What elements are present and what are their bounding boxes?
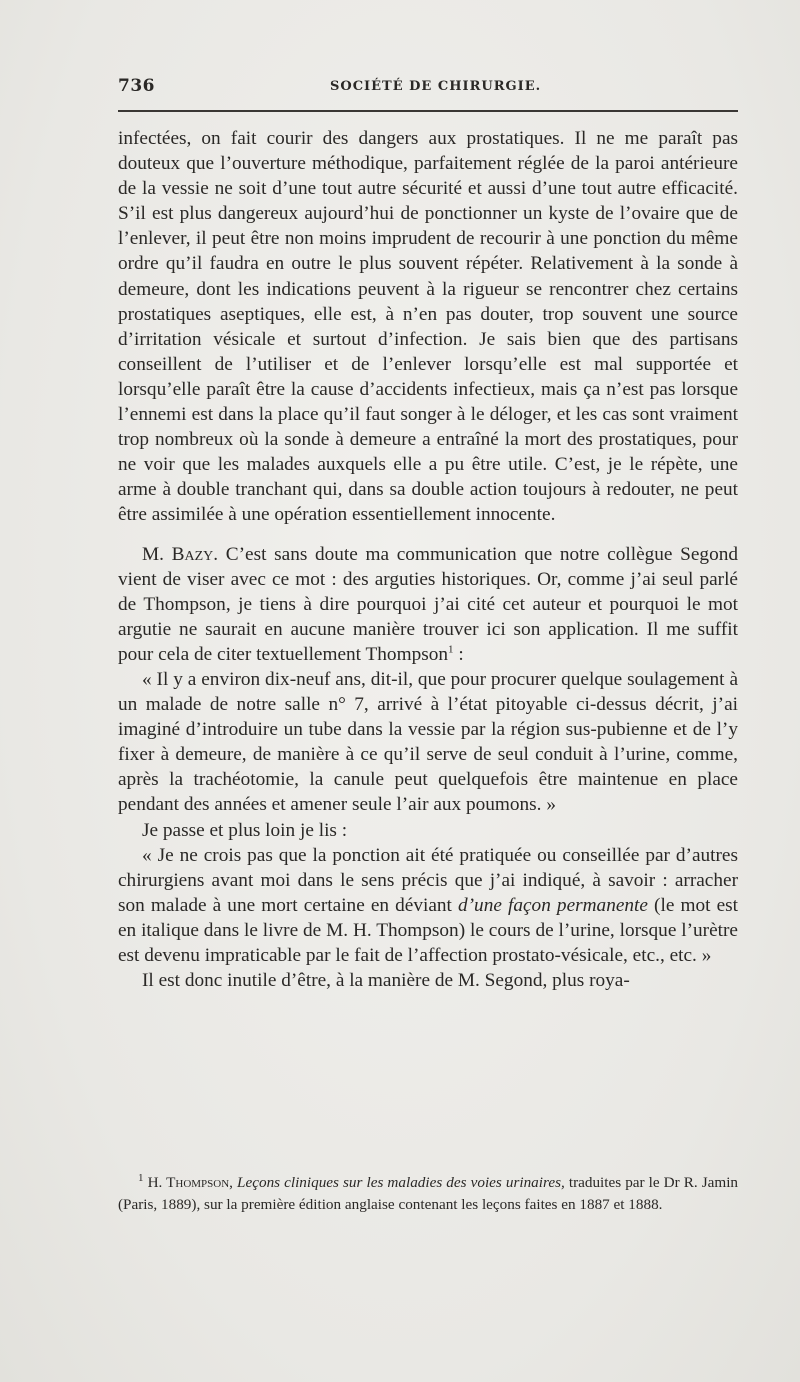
paragraph-bazy — [118, 542, 738, 667]
footnotes — [118, 1172, 738, 1216]
footnote-marker: 1 — [138, 1171, 144, 1184]
running-head: SOCIÉTÉ DE CHIRURGIE. — [330, 79, 542, 94]
quotation-paragraph-2 — [118, 843, 738, 968]
speaker-name: M. Bazy. — [142, 543, 219, 565]
paragraph-bazy-tail: : — [453, 643, 464, 665]
footnote-title: Leçons cliniques sur les maladies des voies urinaires, — [237, 1174, 565, 1191]
paragraph-transition: Je passe et plus loin je lis : — [142, 819, 348, 841]
quotation-paragraph-1: « Il y a environ dix-neuf ans, dit-il, que pour procurer quelque soulagement à un malade de notre salle n° 7, arrivé à l’état pitoyable ci-dessus décrit, j’ai imaginé d’introduire un tube dans la vessie par la région sus-pubienne et de l’y fixer à demeure, de manière à ce qu’il serve de seul conduit à l’urine, comme, après la trachéotomie, la canule peut quelquefois être maintenue en place pendant des années et amener seule l’air aux poumons. » — [118, 668, 738, 816]
paragraph-bazy-text: C’est sans doute ma communication que notre collègue Segond vient de viser avec ce mot : des arguties historiques. Or, comme j’ai seul parlé de Thompson, je tiens à dire pourquoi j’ai cité cet auteur et pourquoi le mot argutie ne saurait en aucune manière trouver ici son application. Il me suffit pour cela de citer textuellement Thompson — [118, 543, 738, 665]
quotation-2-before: « Je ne crois pas que la ponction ait été pratiquée ou conseillée par d’autres chirurgiens avant moi dans le sens précis que j’ai indiqué, à savoir : arracher son malade à une mort certaine en déviant — [118, 844, 738, 916]
header-rule — [118, 110, 738, 112]
footnote-1 — [118, 1172, 738, 1216]
footnote-author: H. Thompson, — [147, 1174, 233, 1191]
paragraph-final: Il est donc inutile d’être, à la manière de M. Segond, plus roya- — [142, 970, 630, 992]
footnote-details: traduites par le Dr R. Jamin (Paris, 1889), sur la première édition anglaise contenant les leçons faites en 1887 et 1888. — [118, 1174, 739, 1213]
body-text — [118, 126, 738, 993]
footnote-reference: 1 — [448, 643, 454, 656]
paragraph-continuation: infectées, on fait courir des dangers aux prostatiques. Il ne me paraît pas douteux que l’ouverture méthodique, parfaitement réglée de la paroi antérieure de la vessie ne soit d’une tout autre sécurité et aussi d’une tout autre efficacité. S’il est plus dangereux aujourd’hui de ponctionner un kyste de l’ovaire que de l’enlever, il peut être non moins imprudent de recourir à une ponction du même ordre qu’il faudra en outre le plus souvent répéter. Relativement à la sonde à demeure, dont les indications peuvent à la rigueur se rencontrer chez certains prostatiques aseptiques, elle est, à n’en pas douter, trop souvent une source d’irritation vésicale et surtout d’infection. Je sais bien que des partisans conseillent de l’utiliser et de l’enlever lorsqu’elle est mal supportée et lorsqu’elle paraît être la cause d’accidents infectieux, mais ça n’est pas lorsque l’ennemi est dans la place qu’il faut songer à le déloger, et les cas sont vraiment trop nombreux où la sonde à demeure a entraîné la mort des prostatiques, pour ne voir que les malades auxquels elle a pu être utile. C’est, je le répète, une arme à double tranchant qui, dans sa double action toujours à redouter, ne peut être assimilée à une opération essentiellement innocente. — [118, 128, 738, 526]
quotation-2-italic: d’une façon permanente — [458, 894, 648, 916]
quotation-2-after: (le mot est en italique dans le livre de M. H. Thompson) le cours de l’urine, lorsque l’urètre est devenu impraticable par le fait de l’affection prostato-vésicale, etc., etc. » — [118, 894, 738, 966]
page-number: 736 — [118, 76, 155, 96]
page-header — [118, 76, 738, 100]
